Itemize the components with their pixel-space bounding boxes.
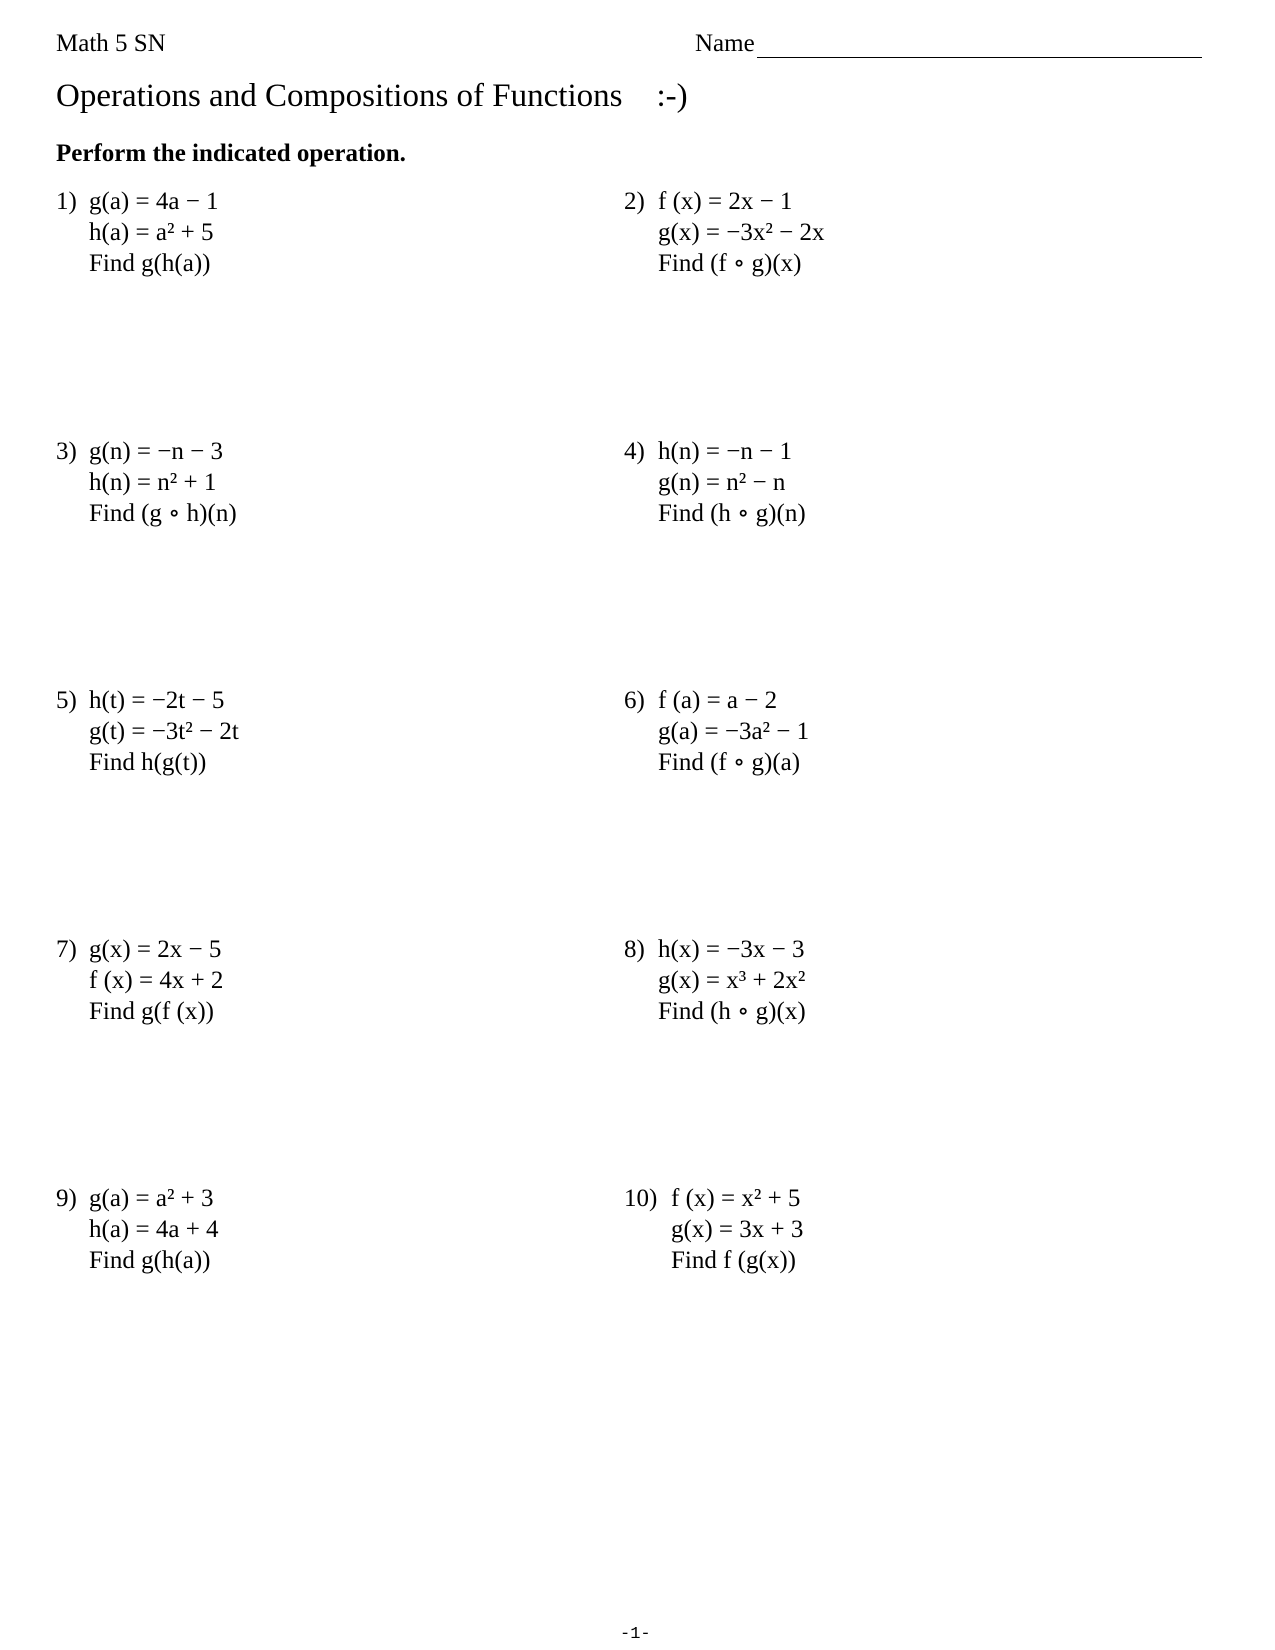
problem-line: g(a) = a² + 3 (89, 1185, 214, 1212)
problem-line: Find (h ∘ g)(x) (658, 998, 806, 1025)
problem-line: Find (f ∘ g)(x) (658, 250, 802, 277)
problem-line: g(n) = −n − 3 (89, 438, 223, 465)
name-label: Name (695, 30, 755, 57)
problem-line: Find g(h(a)) (89, 250, 211, 277)
problem-line: h(n) = −n − 1 (658, 438, 792, 465)
problem-number: 2) (624, 188, 645, 215)
problem-line: f (a) = a − 2 (658, 687, 778, 714)
problem-line: Find h(g(t)) (89, 749, 207, 776)
problem-line: Find g(h(a)) (89, 1247, 211, 1274)
problem-line: Find (f ∘ g)(a) (658, 749, 801, 776)
problem-line: g(t) = −3t² − 2t (89, 718, 239, 745)
problem-line: Find (g ∘ h)(n) (89, 500, 237, 527)
problem-line: g(x) = −3x² − 2x (658, 219, 825, 246)
problem-line: h(a) = a² + 5 (89, 219, 214, 246)
problem-line: f (x) = x² + 5 (671, 1185, 801, 1212)
problem-line: h(x) = −3x − 3 (658, 936, 805, 963)
problem-line: g(a) = −3a² − 1 (658, 718, 810, 745)
problem-number: 7) (56, 936, 77, 963)
title-text: Operations and Compositions of Functions (56, 78, 623, 114)
problem-number: 9) (56, 1185, 77, 1212)
problem-number: 3) (56, 438, 77, 465)
problem-line: Find f (g(x)) (671, 1247, 796, 1274)
instruction-text: Perform the indicated operation. (56, 140, 406, 167)
problem-line: h(t) = −2t − 5 (89, 687, 225, 714)
problem-number: 5) (56, 687, 77, 714)
problem-number: 6) (624, 687, 645, 714)
problem-line: Find g(f (x)) (89, 998, 214, 1025)
problem-line: h(a) = 4a + 4 (89, 1216, 219, 1243)
problem-number: 10) (624, 1185, 658, 1212)
problem-number: 8) (624, 936, 645, 963)
problem-number: 4) (624, 438, 645, 465)
name-field (695, 30, 1202, 58)
problem-line: g(x) = 2x − 5 (89, 936, 222, 963)
problem-line: Find (h ∘ g)(n) (658, 500, 806, 527)
problem-line: h(n) = n² + 1 (89, 469, 217, 496)
course-label: Math 5 SN (56, 30, 166, 57)
problem-line: g(x) = x³ + 2x² (658, 967, 806, 994)
problem-line: f (x) = 4x + 2 (89, 967, 224, 994)
problem-line: g(a) = 4a − 1 (89, 188, 219, 215)
problem-line: g(n) = n² − n (658, 469, 786, 496)
problem-line: g(x) = 3x + 3 (671, 1216, 804, 1243)
title-smiley: :-) (656, 78, 688, 114)
problem-line: f (x) = 2x − 1 (658, 188, 793, 215)
page-number: -1- (620, 1625, 651, 1644)
problem-number: 1) (56, 188, 77, 215)
name-blank-line (757, 33, 1202, 58)
page-title (56, 78, 688, 115)
